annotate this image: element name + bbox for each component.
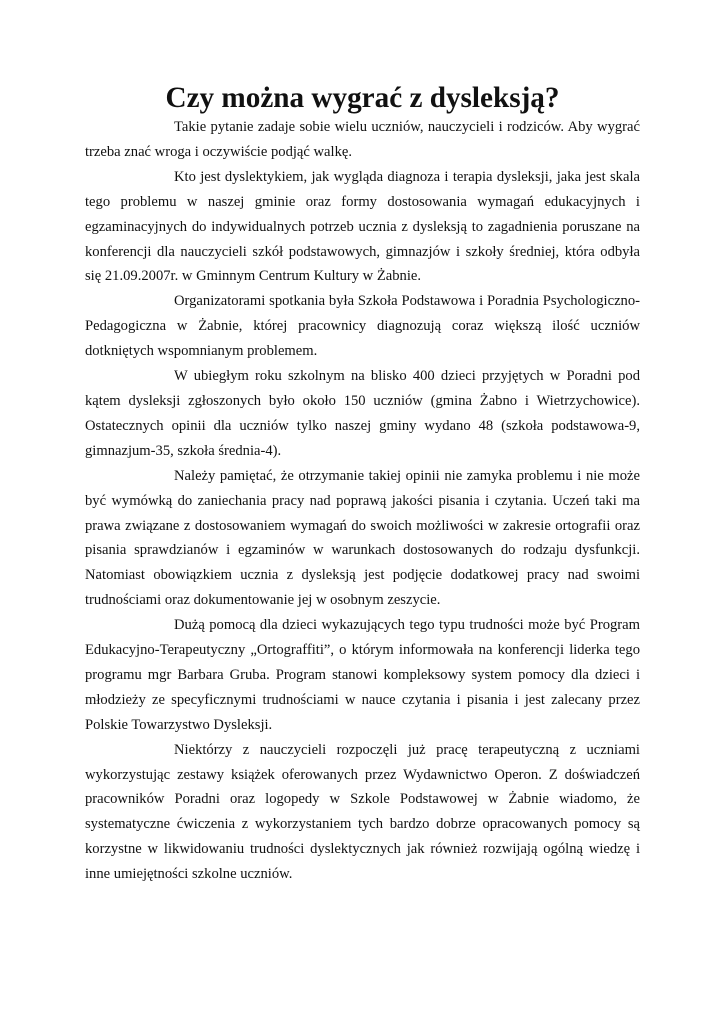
paragraph-7: Niektórzy z nauczycieli rozpoczęli już pracę terapeutyczną z uczniami wykorzystując zestawy książek oferowanych przez Wydawnictwo Operon. Z doświadczeń pracowników Poradni oraz logopedy w Szkole Podstawowej w Żabnie wiadomo, że systematyczne ćwiczenia z wykorzystaniem tych bardzo dobrze opracowanych pomocy są korzystne w likwidowaniu trudności dyslektycznych jak również rozwijają ogólną wiedzę i inne umiejętności szkolne uczniów. (85, 741, 640, 883)
paragraph-1: Takie pytanie zadaje sobie wielu uczniów, nauczycieli i rodziców. Aby wygrać trzeba znać wroga i oczywiście podjąć walkę. (85, 119, 640, 160)
paragraph-3: Organizatorami spotkania była Szkoła Podstawowa i Poradnia Psychologiczno-Pedagogiczna w Żabnie, której pracownicy diagnozują coraz większą ilość uczniów dotkniętych wspomnianym problemem. (85, 293, 640, 360)
paragraph-6: Dużą pomocą dla dzieci wykazujących tego typu trudności może być Program Edukacyjno-Terapeutyczny „Ortograffiti”, o którym informowała na konferencji liderka tego programu mgr Barbara Gruba. Program stanowi kompleksowy system pomocy dla dzieci i młodzieży ze specyficznymi trudnościami w nauce czytania i pisania i jest zalecany przez Polskie Towarzystwo Dysleksji. (85, 617, 640, 733)
paragraph-2: Kto jest dyslektykiem, jak wygląda diagnoza i terapia dysleksji, jaka jest skala tego problemu w naszej gminie oraz formy dostosowania wymagań edukacyjnych i egzaminacyjnych do indywidualnych potrzeb ucznia z dysleksją to zagadnienia poruszane na konferencji dla nauczycieli szkół podstawowych, gimnazjów i szkoły średniej, która odbyła się 21.09.2007r. w Gminnym Centrum Kultury w Żabnie. (85, 168, 640, 285)
document-body (85, 82, 640, 887)
paragraph-5: Należy pamiętać, że otrzymanie takiej opinii nie zamyka problemu i nie może być wymówką do zaniechania pracy nad poprawą jakości pisania i czytania. Uczeń taki ma prawa związane z dostosowaniem wymagań do swoich możliwości w zakresie ortografii oraz pisania sprawdzianów i egzaminów w warunkach dostosowanych do rodzaju dysfunkcji. Natomiast obowiązkiem ucznia z dysleksją jest podjęcie dodatkowej pracy nad swoimi trudnościami oraz dokumentowanie jej w osobnym zeszycie. (85, 467, 640, 609)
document-title: Czy można wygrać z dysleksją? (165, 82, 560, 114)
paragraph-4: W ubiegłym roku szkolnym na blisko 400 dzieci przyjętych w Poradni pod kątem dysleksji zgłoszonych było około 150 uczniów (gmina Żabno i Wietrzychowice). Ostatecznych opinii dla uczniów tylko naszej gminy wydano 48 (szkoła podstawowa-9, gimnazjum-35, szkoła średnia-4). (85, 368, 640, 459)
